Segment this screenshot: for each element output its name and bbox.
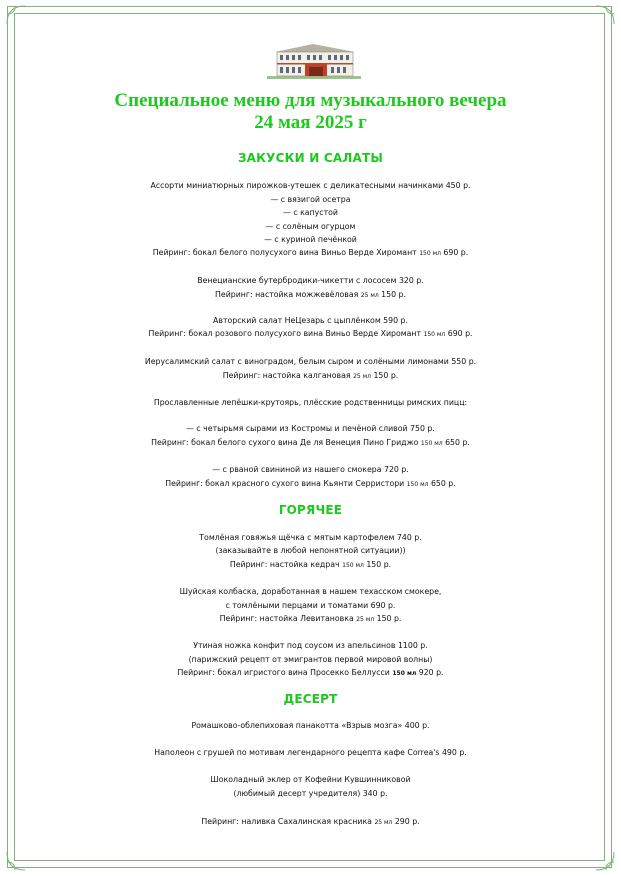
pairing-line: Пейринг: бокал белого полусухого вина Виньо Верде Хиромант 150 мл 690 р.	[152, 248, 469, 257]
menu-item-option: — с солёным огурцом	[265, 222, 356, 231]
menu-item: с томлёными перцами и томатами 690 р.	[225, 601, 396, 610]
restaurant-building-icon	[265, 40, 363, 80]
corner-ornament-icon	[3, 2, 33, 32]
pairing-line: Пейринг: бокал белого сухого вина Де ля Венеция Пино Гриджо 150 мл 650 р.	[151, 438, 470, 447]
section-title-desert: ДЕСЕРТ	[283, 692, 338, 706]
menu-item-option: — с вязигой осетра	[270, 195, 351, 204]
menu-item-option: — с куриной печёнкой	[264, 235, 357, 244]
menu-item-note: (парижский рецепт от эмигрантов первой мировой волны)	[188, 655, 433, 664]
corner-ornament-icon	[588, 844, 618, 874]
menu-item: Утиная ножка конфит под соусом из апельсинов 1100 р.	[193, 641, 428, 650]
pairing-line: Пейринг: бокал розового полусухого вина Виньо Верде Хиромант 150 мл 690 р.	[148, 329, 473, 338]
menu-item: Томлёная говяжья щёчка с мятым картофелем 740 р.	[199, 533, 422, 542]
menu-item-option: — с четырьмя сырами из Костромы и печёной сливой 750 р.	[186, 424, 435, 433]
pairing-line: Пейринг: настойка можжевёловая 25 мл 150 р.	[215, 290, 406, 299]
menu-item: Ромашково-облепиховая панакотта «Взрыв мозга» 400 р.	[191, 721, 430, 730]
corner-ornament-icon	[588, 2, 618, 32]
menu-item: Шуйская колбаска, доработанная в нашем техасском смокере,	[179, 587, 442, 596]
section-title-goryachee: ГОРЯЧЕЕ	[278, 503, 343, 517]
menu-item: Авторский салат НеЦезарь с цыплёнком 590 р.	[213, 316, 408, 325]
menu-item: (любимый десерт учредителя) 340 р.	[233, 789, 388, 798]
menu-item: Наполеон с грушей по мотивам легендарного рецепта кафе Correa's 490 р.	[154, 748, 467, 757]
menu-item: Шоколадный эклер от Кофейни Кувшинниковой	[210, 775, 411, 784]
menu-item-option: — с капустой	[283, 208, 338, 217]
pairing-line: Пейринг: бокал игристого вина Просекко Беллусси 150 мл 920 р.	[177, 668, 444, 677]
menu-title: Специальное меню для музыкального вечера	[114, 90, 507, 111]
menu-item: Венецианские бутербродики-чикетти с лососем 320 р.	[197, 276, 424, 285]
menu-item-note: (заказывайте в любой непонятной ситуации))	[215, 546, 406, 555]
pairing-line: Пейринг: бокал красного сухого вина Кьянти Серристори 150 мл 650 р.	[165, 479, 456, 488]
pairing-line: Пейринг: настойка кедрач 150 мл 150 р.	[229, 560, 392, 569]
menu-item: Иерусалимский салат с виноградом, белым сыром и солёными лимонами 550 р.	[144, 357, 477, 366]
pairing-line: Пейринг: наливка Сахалинская красника 25 мл 290 р.	[201, 817, 420, 826]
pairing-line: Пейринг: настойка Левитановка 25 мл 150 р.	[219, 614, 402, 623]
menu-item-option: — с рваной свининой из нашего смокера 720 р.	[212, 465, 409, 474]
menu-item: Прославленные лепёшки-крутоярь, плёсские родственницы римских пицц:	[153, 398, 468, 407]
pairing-line: Пейринг: настойка калгановая 25 мл 150 р.	[222, 371, 399, 380]
menu-item: Ассорти миниатюрных пирожков-утешек с деликатесными начинками 450 р.	[150, 181, 471, 190]
menu-date: 24 мая 2025 г	[254, 112, 367, 133]
corner-ornament-icon	[3, 844, 33, 874]
section-title-zakuski: ЗАКУСКИ И САЛАТЫ	[237, 151, 384, 165]
